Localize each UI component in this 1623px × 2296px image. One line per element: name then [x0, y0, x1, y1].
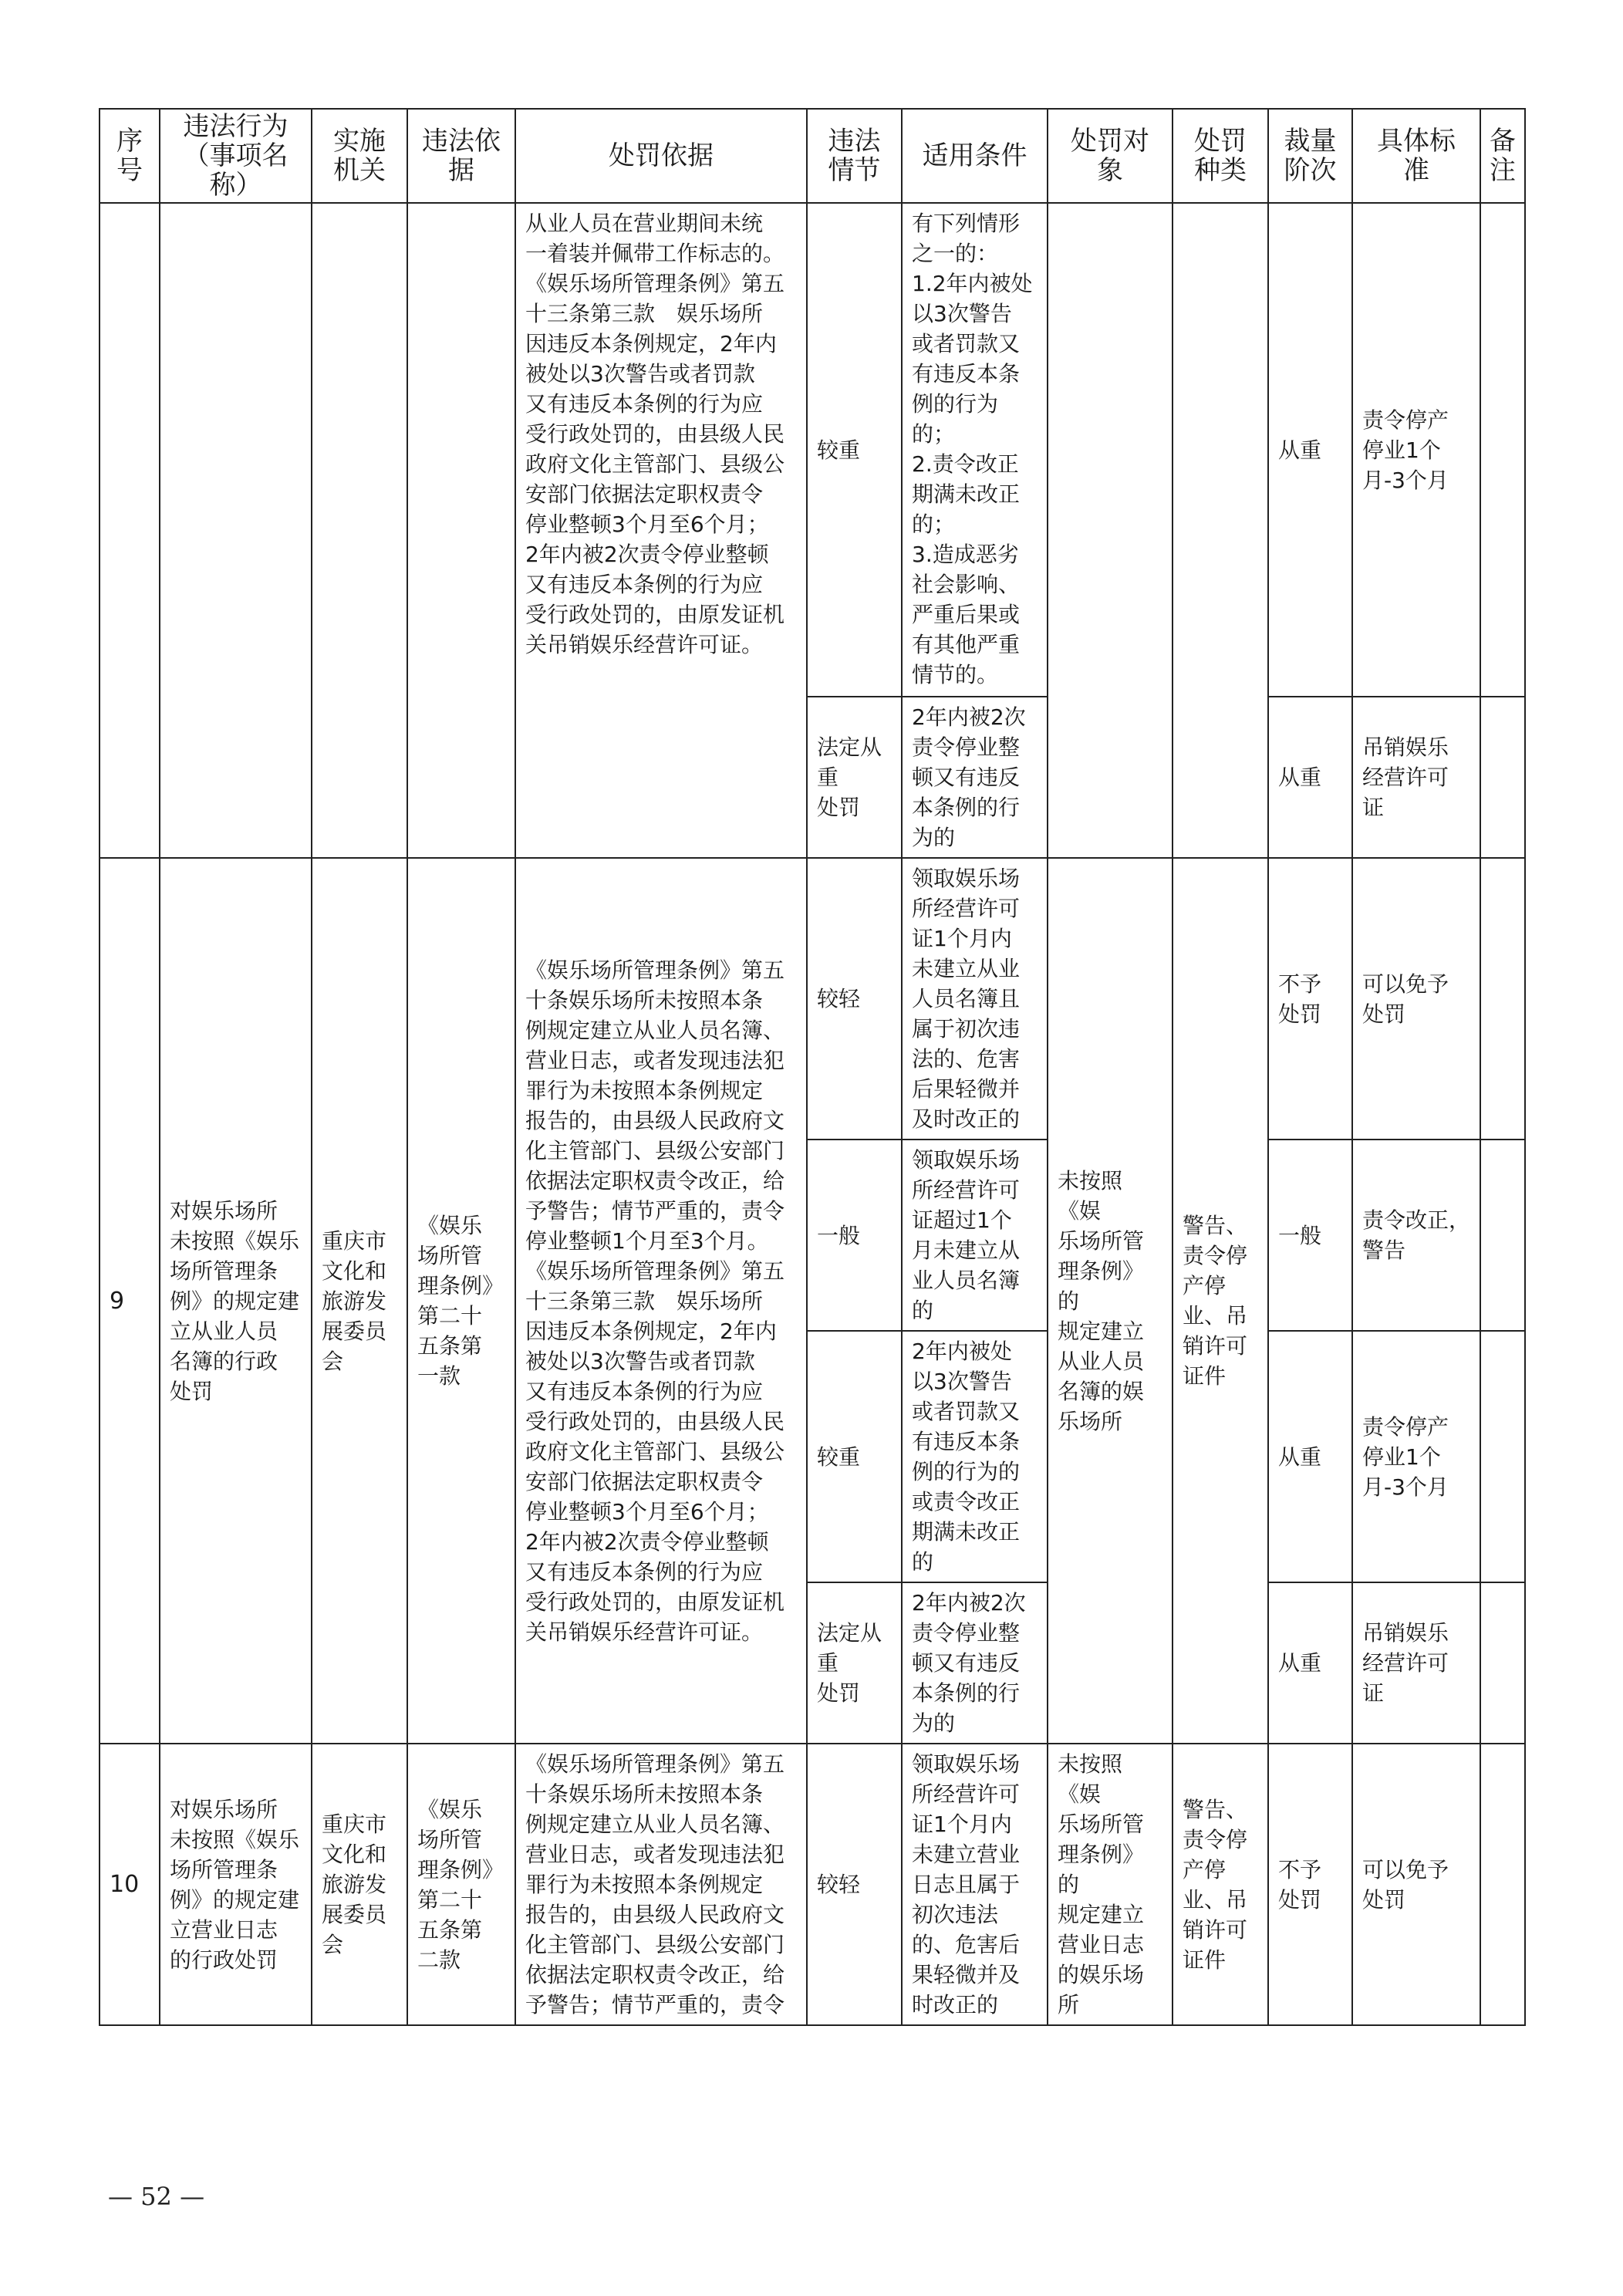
penalty-target-cell: 未按照《娱 乐场所管 理条例》的 规定建立 从业人员 名簿的娱 乐场所 [1048, 858, 1173, 1744]
cell-empty [312, 203, 407, 858]
header-cell: 处罚对 象 [1048, 109, 1173, 203]
penalty-kind-cell: 警告、 责令停 产停 业、吊 销许可 证件 [1173, 858, 1268, 1744]
standard-cell: 责令停产 停业1个 月-3个月 [1352, 203, 1480, 697]
circumstance-cell: 较重 [807, 203, 902, 697]
violation-name-cell: 对娱乐场所 未按照《娱乐 场所管理条 例》的规定建 立营业日志 的行政处罚 [160, 1744, 312, 2025]
level-cell: 从重 [1268, 1331, 1352, 1582]
penalty-discretion-table [99, 108, 1526, 2026]
condition-cell: 2年内被处 以3次警告 或者罚款又 有违反本条 例的行为的 或责令改正 期满未改正 的 [902, 1331, 1048, 1582]
header-cell: 备 注 [1480, 109, 1525, 203]
circumstance-cell: 较轻 [807, 858, 902, 1140]
penalty-basis-cell: 从业人员在营业期间未统 一着装并佩带工作标志的。 《娱乐场所管理条例》第五 十三条第三款 娱乐场所 因违反本条例规定，2年内 被处以3次警告或者罚款 又有违反本条例的行为应 受行政处罚的，由县级人民 政府文化主管部门、县级公 安部门依据法定职权责令 停业整顿3个月至6个月； 2年内被2次责令停业整顿 又有违反本条例的行为应 受行政处罚的，由原发证机 关吊销娱乐经营许可证。 [515, 203, 807, 858]
cell-empty [100, 203, 160, 858]
level-cell: 从重 [1268, 203, 1352, 697]
header-cell: 处罚 种类 [1173, 109, 1268, 203]
circumstance-cell: 法定从 重 处罚 [807, 697, 902, 858]
table-row [100, 858, 1525, 1140]
circumstance-cell: 较重 [807, 1331, 902, 1582]
header-cell: 处罚依据 [515, 109, 807, 203]
condition-cell: 领取娱乐场 所经营许可 证超过1个 月未建立从 业人员名簿 的 [902, 1140, 1048, 1331]
cell-empty [160, 203, 312, 858]
penalty-basis-cell: 《娱乐场所管理条例》第五 十条娱乐场所未按照本条 例规定建立从业人员名簿、 营业日志，或者发现违法犯 罪行为未按照本条例规定 报告的，由县级人民政府文 化主管部门、县级公安部门 依据法定职权责令改正，给 予警告；情节严重的，责令 [515, 1744, 807, 2025]
header-row [100, 109, 1525, 203]
level-cell: 从重 [1268, 697, 1352, 858]
agency-cell: 重庆市 文化和 旅游发 展委员 会 [312, 858, 407, 1744]
remark-cell [1480, 203, 1525, 697]
penalty-target-cell: 未按照《娱 乐场所管 理条例》的 规定建立 营业日志 的娱乐场 所 [1048, 1744, 1173, 2025]
header-cell: 违法 情节 [807, 109, 902, 203]
cell-empty [1048, 203, 1173, 858]
standard-cell: 吊销娱乐 经营许可 证 [1352, 697, 1480, 858]
violation-name-cell: 对娱乐场所 未按照《娱乐 场所管理条 例》的规定建 立从业人员 名簿的行政 处罚 [160, 858, 312, 1744]
remark-cell [1480, 697, 1525, 858]
level-cell: 一般 [1268, 1140, 1352, 1331]
standard-cell: 可以免予 处罚 [1352, 1744, 1480, 2025]
remark-cell [1480, 1744, 1525, 2025]
level-cell: 不予 处罚 [1268, 858, 1352, 1140]
standard-cell: 吊销娱乐 经营许可 证 [1352, 1582, 1480, 1744]
circumstance-cell: 一般 [807, 1140, 902, 1331]
level-cell: 从重 [1268, 1582, 1352, 1744]
header-cell: 违法行为 （事项名 称） [160, 109, 312, 203]
remark-cell [1480, 1331, 1525, 1582]
legal-basis-cell: 《娱乐 场所管 理条例》 第二十 五条第 一款 [407, 858, 515, 1744]
standard-cell: 责令停产 停业1个 月-3个月 [1352, 1331, 1480, 1582]
header-cell: 适用条件 [902, 109, 1048, 203]
penalty-kind-cell: 警告、 责令停 产停 业、吊 销许可 证件 [1173, 1744, 1268, 2025]
remark-cell [1480, 1582, 1525, 1744]
page-number: — 52 — [108, 2182, 205, 2211]
header-cell: 序 号 [100, 109, 160, 203]
standard-cell: 可以免予 处罚 [1352, 858, 1480, 1140]
condition-cell: 有下列情形 之一的： 1.2年内被处 以3次警告 或者罚款又 有违反本条 例的行为 的； 2.责令改正 期满未改正 的； 3.造成恶劣 社会影响、 严重后果或 有其他严重 情节的。 [902, 203, 1048, 697]
condition-cell: 2年内被2次 责令停业整 顿又有违反 本条例的行 为的 [902, 697, 1048, 858]
condition-cell: 领取娱乐场 所经营许可 证1个月内 未建立从业 人员名簿且 属于初次违 法的、危害 后果轻微并 及时改正的 [902, 858, 1048, 1140]
remark-cell [1480, 1140, 1525, 1331]
penalty-basis-cell: 《娱乐场所管理条例》第五 十条娱乐场所未按照本条 例规定建立从业人员名簿、 营业日志，或者发现违法犯 罪行为未按照本条例规定 报告的，由县级人民政府文 化主管部门、县级公安部门 依据法定职权责令改正，给 予警告；情节严重的，责令 停业整顿1个月至3个月。 《娱乐场所管理条例》第五 十三条第三款 娱乐场所 因违反本条例规定，2年内 被处以3次警告或者罚款 又有违反本条例的行为应 受行政处罚的，由县级人民 政府文化主管部门、县级公 安部门依据法定职权责令 停业整顿3个月至6个月； 2年内被2次责令停业整顿 又有违反本条例的行为应 受行政处罚的，由原发证机 关吊销娱乐经营许可证。 [515, 858, 807, 1744]
cell-empty [1173, 203, 1268, 858]
standard-cell: 责令改正， 警告 [1352, 1140, 1480, 1331]
table-row [100, 1744, 1525, 2025]
item-number-cell: 9 [100, 858, 160, 1744]
header-cell: 具体标 准 [1352, 109, 1480, 203]
item-number-cell: 10 [100, 1744, 160, 2025]
header-cell: 裁量 阶次 [1268, 109, 1352, 203]
agency-cell: 重庆市 文化和 旅游发 展委员 会 [312, 1744, 407, 2025]
remark-cell [1480, 858, 1525, 1140]
circumstance-cell: 较轻 [807, 1744, 902, 2025]
condition-cell: 2年内被2次 责令停业整 顿又有违反 本条例的行 为的 [902, 1582, 1048, 1744]
condition-cell: 领取娱乐场 所经营许可 证1个月内 未建立营业 日志且属于 初次违法 的、危害后 果轻微并及 时改正的 [902, 1744, 1048, 2025]
header-cell: 违法依 据 [407, 109, 515, 203]
level-cell: 不予 处罚 [1268, 1744, 1352, 2025]
table-row [100, 203, 1525, 697]
circumstance-cell: 法定从 重 处罚 [807, 1582, 902, 1744]
header-cell: 实施 机关 [312, 109, 407, 203]
legal-basis-cell: 《娱乐 场所管 理条例》 第二十 五条第 二款 [407, 1744, 515, 2025]
cell-empty [407, 203, 515, 858]
